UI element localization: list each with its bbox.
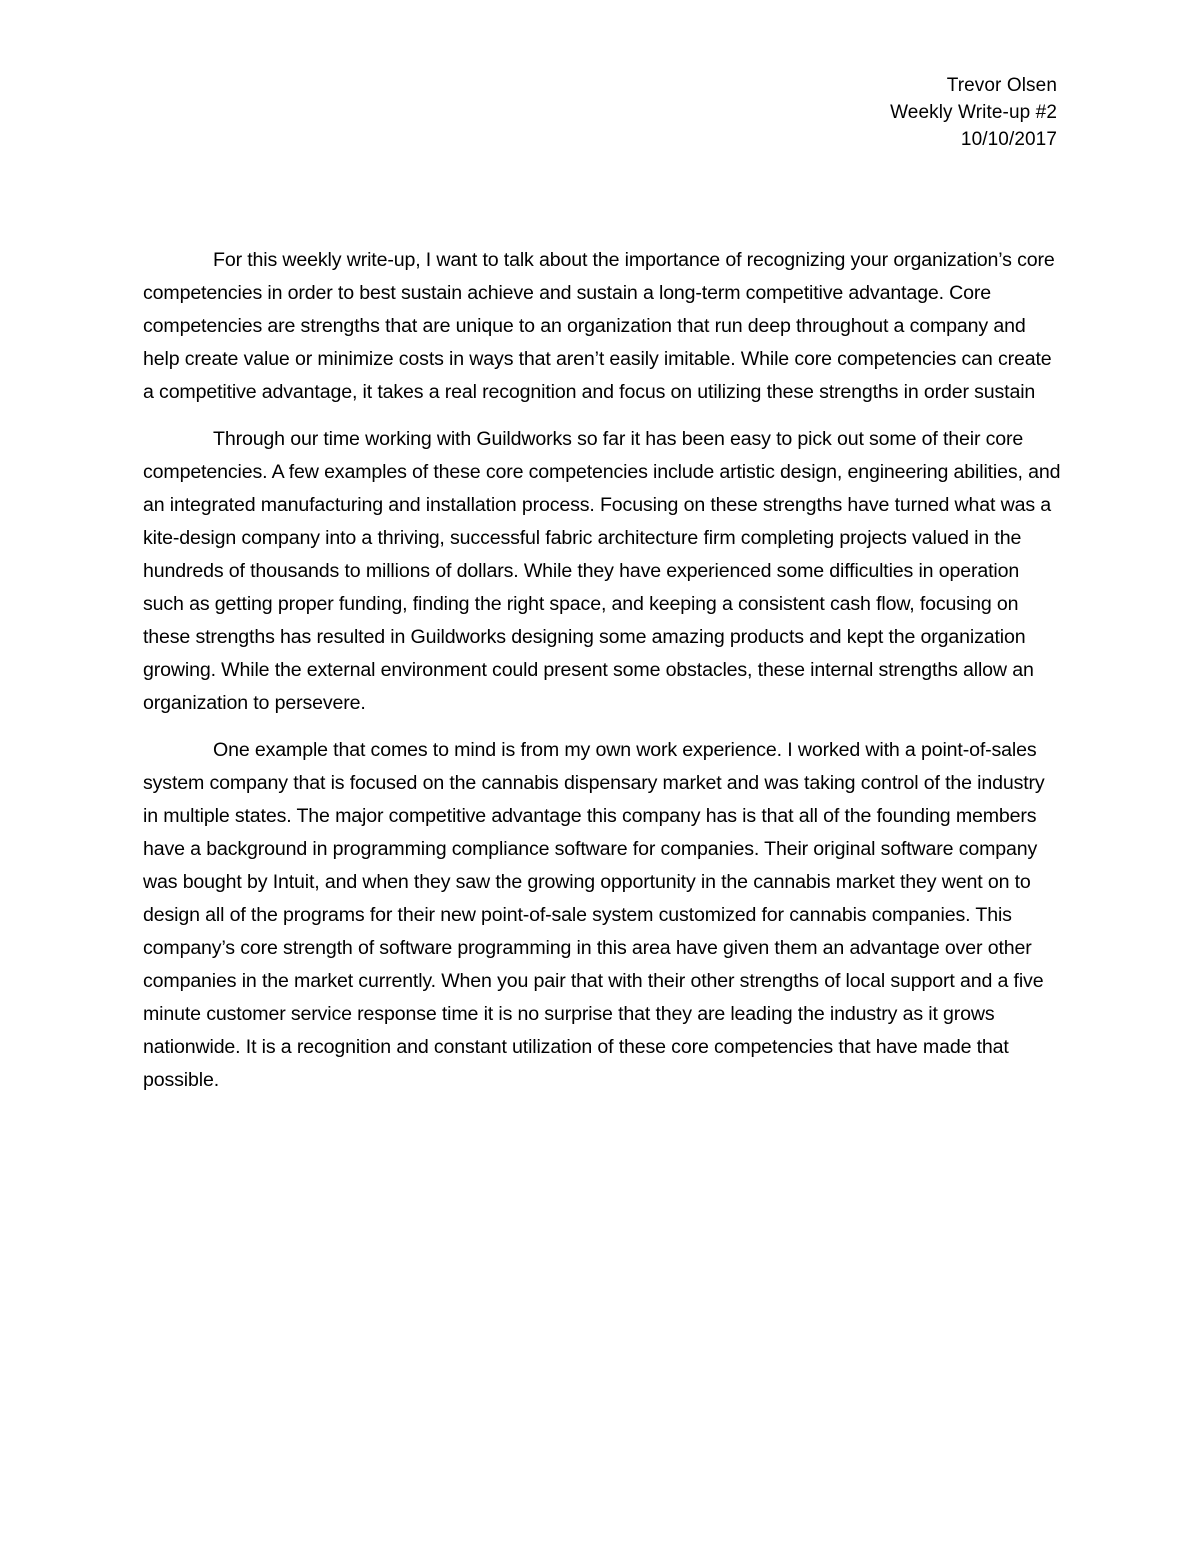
document-date: 10/10/2017 — [960, 129, 1057, 150]
document-header — [890, 72, 1057, 153]
paragraph-3: One example that comes to mind is from my own work experience. I worked with a point-of-sales system company that is focused on the cannabis dispensary market and was taking control of the industry in multiple states. The major competitive advantage this company has is that all of the founding members have a background in programming compliance software for companies. Their original software company was bought by Intuit, and when they saw the growing opportunity in the cannabis market they went on to design all of the programs for their new point-of-sale system customized for cannabis companies. This company’s core strength of software programming in this area have given them an advantage over other companies in the market currently. When you pair that with their other strengths of local support and a five minute customer service response time it is no surprise that they are leading the industry as it grows nationwide. It is a recognition and constant utilization of these core competencies that have made that possible. — [143, 739, 1045, 1091]
assignment-title: Weekly Write-up #2 — [890, 102, 1057, 123]
paragraph-1: For this weekly write-up, I want to talk about the importance of recognizing your organization’s core competencies in order to best sustain achieve and sustain a long-term competitive advantage. Core competencies are strengths that are unique to an organization that run deep throughout a company and help create value or minimize costs in ways that aren’t easily imitable. While core competencies can create a competitive advantage, it takes a real recognition and focus on utilizing these strengths in order sustain — [143, 249, 1055, 403]
paragraph-2: Through our time working with Guildworks so far it has been easy to pick out some of their core competencies. A few examples of these core competencies include artistic design, engineering abilities, and an integrated manufacturing and installation process. Focusing on these strengths have turned what was a kite-design company into a thriving, successful fabric architecture firm completing projects valued in the hundreds of thousands to millions of dollars. While they have experienced some difficulties in operation such as getting proper funding, finding the right space, and keeping a consistent cash flow, focusing on these strengths has resulted in Guildworks designing some amazing products and kept the organization growing. While the external environment could present some obstacles, these internal strengths allow an organization to persevere. — [143, 428, 1061, 714]
author-name: Trevor Olsen — [946, 75, 1057, 96]
document-body — [143, 244, 1061, 1111]
